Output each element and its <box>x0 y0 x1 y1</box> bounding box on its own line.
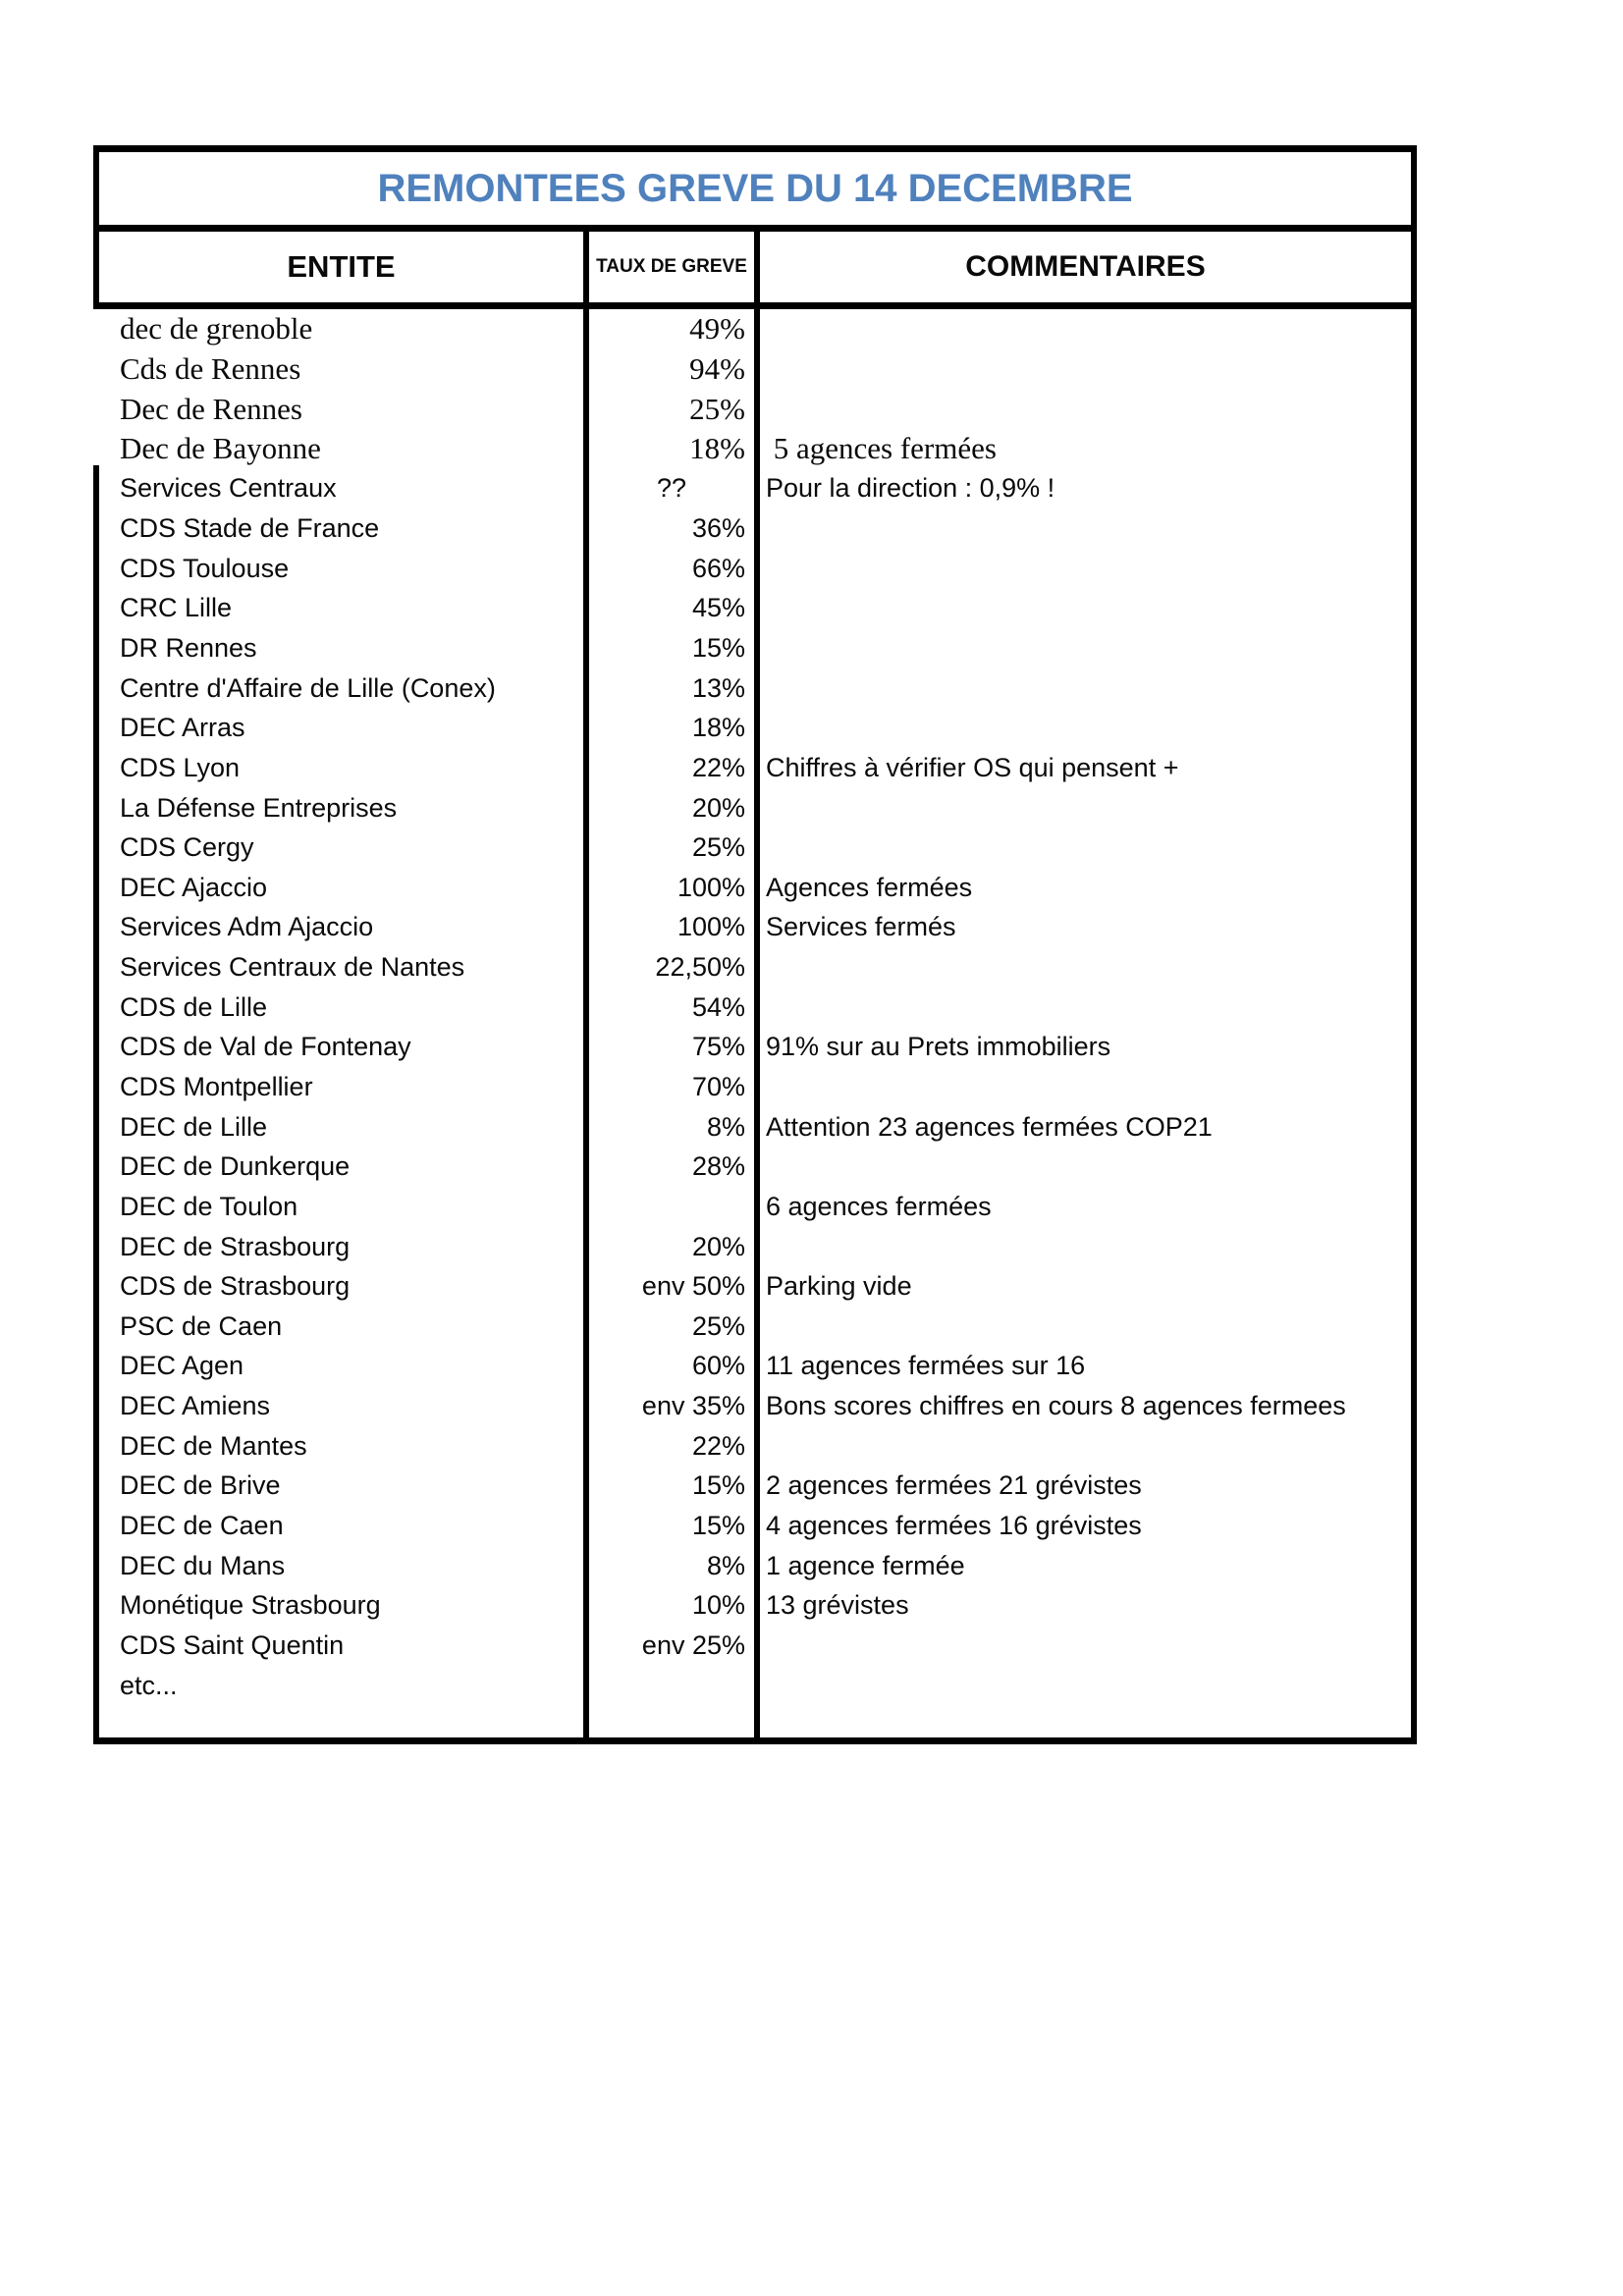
commentaire-cell: Agences fermées <box>766 872 973 902</box>
commentaire-cell: 5 agences fermées <box>766 431 997 466</box>
commentaire-cell <box>754 708 1405 748</box>
entite-cell: Dec de Bayonne <box>120 431 321 466</box>
entite-cell: CRC Lille <box>120 593 233 623</box>
entite-cell: Monétique Strasbourg <box>120 1590 381 1621</box>
table-title-row <box>99 152 1411 225</box>
taux-cell: 8% <box>706 1111 745 1142</box>
commentaire-cell <box>754 1307 1405 1347</box>
taux-cell: 18% <box>689 431 745 466</box>
commentaire-cell: Parking vide <box>766 1271 912 1302</box>
taux-cell: env 50% <box>641 1271 745 1302</box>
entite-cell: DEC Ajaccio <box>120 872 268 902</box>
entite-cell: DEC de Strasbourg <box>120 1231 351 1261</box>
taux-cell: 22% <box>691 752 745 782</box>
commentaire-cell <box>754 1666 1405 1706</box>
commentaire-cell <box>754 788 1405 828</box>
taux-cell: 100% <box>676 872 745 902</box>
taux-cell: env 25% <box>641 1629 745 1660</box>
column-header-entite: ENTITE <box>287 249 396 284</box>
commentaire-cell <box>754 349 1405 390</box>
taux-cell: 22,50% <box>655 952 745 983</box>
commentaire-cell <box>754 309 1405 349</box>
entite-cell: La Défense Entreprises <box>120 792 398 823</box>
commentaire-cell <box>754 988 1405 1028</box>
taux-cell: 54% <box>691 991 745 1022</box>
commentaire-cell: Bons scores chiffres en cours 8 agences fermees <box>766 1391 1346 1421</box>
entite-cell: CDS Stade de France <box>120 513 380 544</box>
taux-cell: 100% <box>676 912 745 942</box>
entite-cell: Centre d'Affaire de Lille (Conex) <box>120 672 496 703</box>
taux-cell: 15% <box>691 1470 745 1501</box>
entite-cell: CDS Montpellier <box>120 1071 313 1101</box>
commentaire-cell <box>754 1426 1405 1467</box>
commentaire-cell: 11 agences fermées sur 16 <box>766 1351 1086 1381</box>
entite-cell: Dec de Rennes <box>120 391 302 426</box>
column-divider-entite-taux <box>583 225 589 1744</box>
entite-cell: DEC de Caen <box>120 1511 284 1541</box>
table-border-left-upper <box>93 145 99 309</box>
entite-cell: DEC Agen <box>120 1351 244 1381</box>
commentaire-cell: Attention 23 agences fermées COP21 <box>766 1111 1213 1142</box>
taux-cell: 75% <box>691 1032 745 1062</box>
commentaire-cell <box>754 1067 1405 1107</box>
entite-cell: DEC de Mantes <box>120 1430 307 1461</box>
taux-cell: 8% <box>706 1550 745 1580</box>
commentaire-cell <box>754 628 1405 668</box>
entite-cell: DEC du Mans <box>120 1550 286 1580</box>
taux-cell: 20% <box>691 1231 745 1261</box>
commentaire-cell <box>754 1147 1405 1187</box>
commentaire-cell <box>754 588 1405 628</box>
commentaire-cell: 1 agence fermée <box>766 1550 965 1580</box>
commentaire-cell: 4 agences fermées 16 grévistes <box>766 1511 1142 1541</box>
entite-cell: CDS Saint Quentin <box>120 1629 345 1660</box>
commentaire-cell <box>754 1227 1405 1267</box>
entite-cell: etc... <box>120 1670 178 1700</box>
entite-cell: CDS de Strasbourg <box>120 1271 351 1302</box>
taux-cell: 49% <box>689 311 745 347</box>
taux-cell: env 35% <box>641 1391 745 1421</box>
taux-cell: 25% <box>691 1310 745 1341</box>
entite-cell: DEC de Lille <box>120 1111 268 1142</box>
taux-cell: 36% <box>691 513 745 544</box>
commentaire-cell <box>754 508 1405 549</box>
taux-cell: 20% <box>691 792 745 823</box>
taux-cell: 15% <box>691 1511 745 1541</box>
commentaire-cell: Pour la direction : 0,9% ! <box>766 473 1055 504</box>
taux-cell: 13% <box>691 672 745 703</box>
column-header-commentaires: COMMENTAIRES <box>965 250 1206 283</box>
commentaire-cell <box>754 549 1405 589</box>
taux-cell: 22% <box>691 1430 745 1461</box>
table-border-right <box>1411 145 1417 1744</box>
entite-cell: DR Rennes <box>120 632 257 663</box>
entite-cell: Cds de Rennes <box>120 350 301 386</box>
taux-cell: 60% <box>691 1351 745 1381</box>
entite-cell: DEC Amiens <box>120 1391 271 1421</box>
entite-cell: dec de grenoble <box>120 311 313 347</box>
entite-cell: CDS Toulouse <box>120 553 290 583</box>
taux-cell <box>589 1187 754 1227</box>
entite-cell: PSC de Caen <box>120 1310 283 1341</box>
entite-cell: DEC de Toulon <box>120 1191 298 1221</box>
taux-cell: 94% <box>689 350 745 386</box>
taux-cell: 18% <box>691 713 745 743</box>
commentaire-cell: 91% sur au Prets immobiliers <box>766 1032 1111 1062</box>
commentaire-cell: Chiffres à vérifier OS qui pensent + <box>766 752 1179 782</box>
taux-cell: ?? <box>656 473 687 504</box>
entite-cell: CDS Lyon <box>120 752 241 782</box>
entite-cell: CDS Cergy <box>120 832 254 863</box>
entite-cell: CDS de Val de Fontenay <box>120 1032 411 1062</box>
taux-cell <box>589 1666 754 1706</box>
entite-cell: CDS de Lille <box>120 991 268 1022</box>
taux-cell: 10% <box>691 1590 745 1621</box>
entite-cell: Services Centraux <box>120 473 337 504</box>
commentaire-cell: 2 agences fermées 21 grévistes <box>766 1470 1142 1501</box>
entite-cell: DEC Arras <box>120 713 245 743</box>
entite-cell: Services Adm Ajaccio <box>120 912 374 942</box>
commentaire-cell: 6 agences fermées <box>766 1191 992 1221</box>
commentaire-cell: Services fermés <box>766 912 956 942</box>
commentaire-cell <box>754 947 1405 988</box>
taux-cell: 15% <box>691 632 745 663</box>
entite-cell: DEC de Dunkerque <box>120 1151 351 1182</box>
table-title: REMONTEES GREVE DU 14 DECEMBRE <box>377 166 1133 210</box>
entite-cell: DEC de Brive <box>120 1470 281 1501</box>
taux-cell: 28% <box>691 1151 745 1182</box>
taux-cell: 70% <box>691 1071 745 1101</box>
taux-cell: 66% <box>691 553 745 583</box>
table-border-top <box>93 145 1417 152</box>
entite-cell: Services Centraux de Nantes <box>120 952 465 983</box>
column-header-taux-de-greve: TAUX DE GREVE <box>596 256 747 277</box>
taux-cell: 25% <box>689 391 745 426</box>
column-divider-taux-commentaires <box>754 225 760 1744</box>
taux-cell: 45% <box>691 593 745 623</box>
commentaire-cell <box>754 389 1405 429</box>
commentaire-cell <box>754 828 1405 868</box>
commentaire-cell: 13 grévistes <box>766 1590 909 1621</box>
commentaire-cell <box>754 1626 1405 1666</box>
commentaire-cell <box>754 668 1405 709</box>
table-border-left-lower <box>93 465 99 1744</box>
strike-report-table <box>93 145 1417 1744</box>
taux-cell: 25% <box>691 832 745 863</box>
